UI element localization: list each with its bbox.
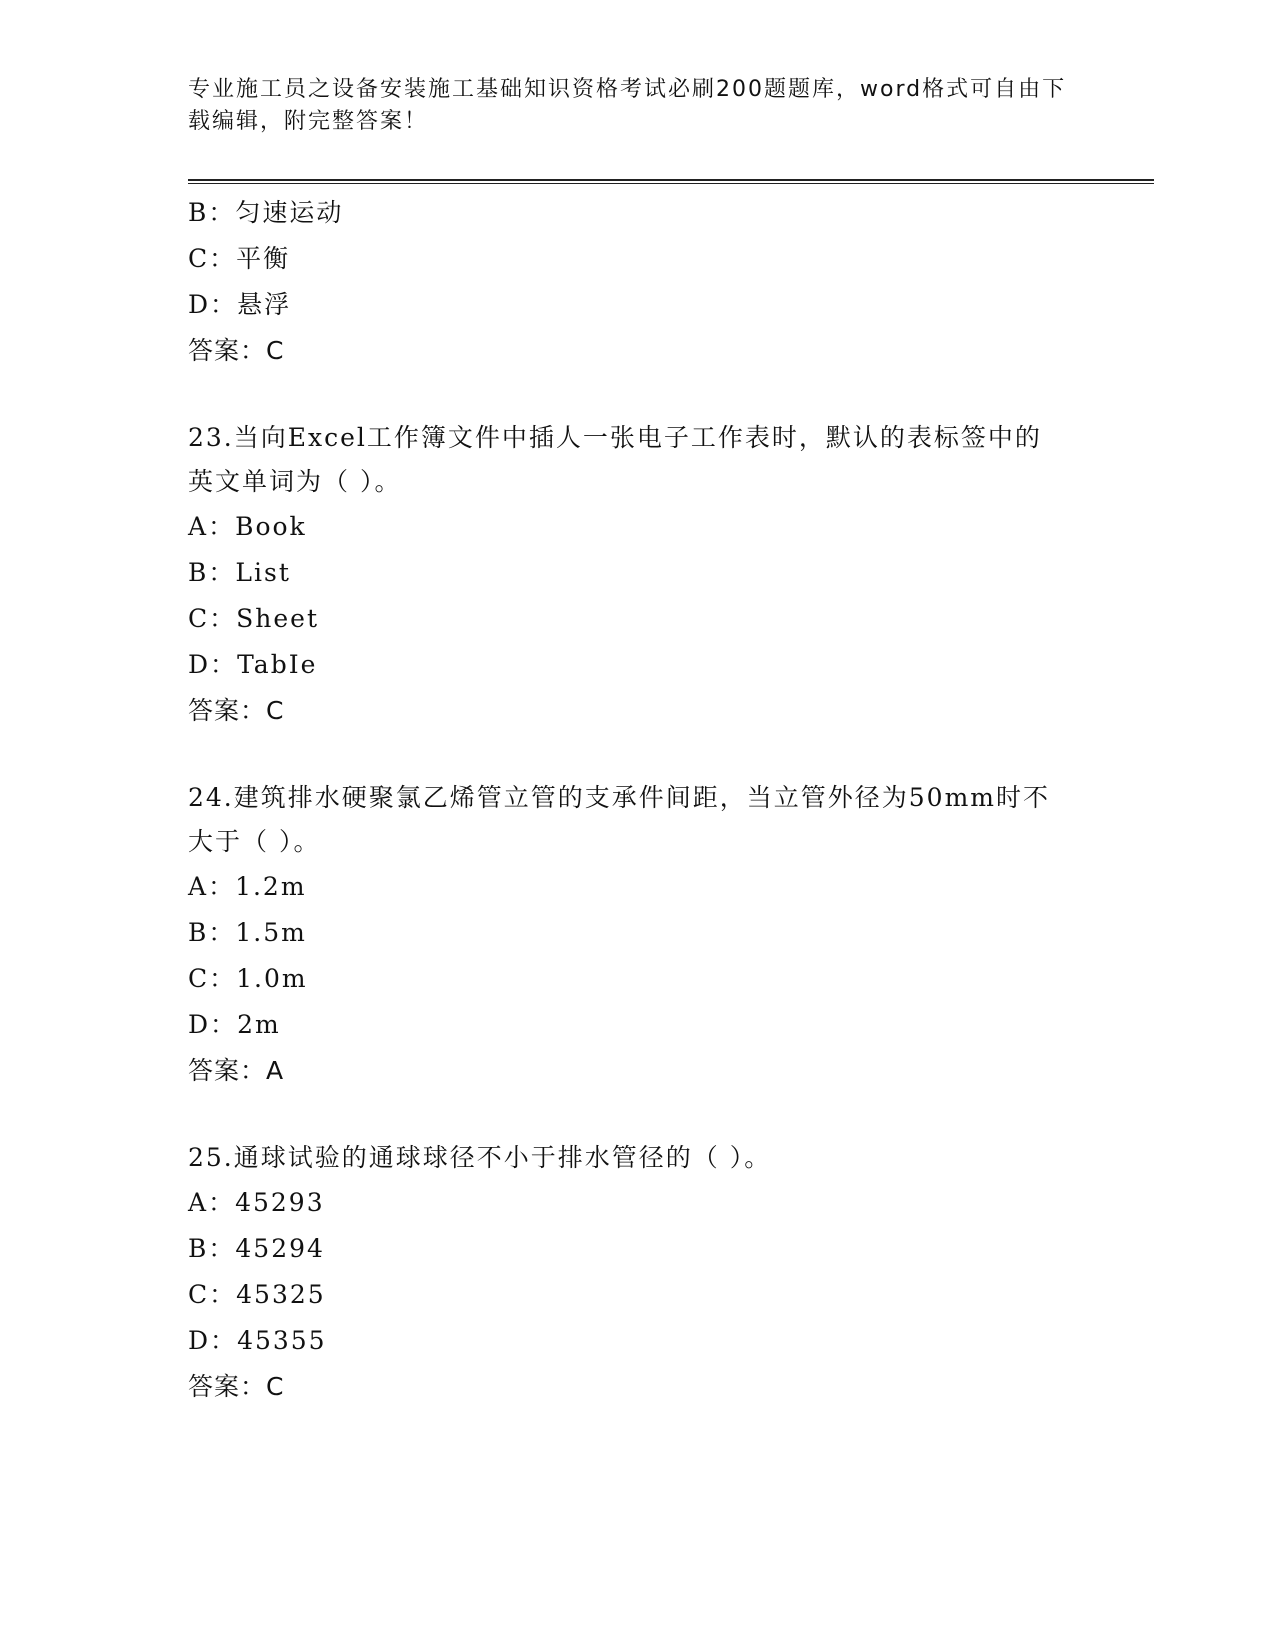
carryover-block <box>188 190 1088 374</box>
question-block <box>188 416 1088 734</box>
answer-line: 答案：A <box>188 1056 285 1085</box>
option-line: B：匀速运动 <box>188 198 344 227</box>
question-stem: 25.通球试验的通球球径不小于排水管径的（ ）。 <box>188 1143 772 1172</box>
option-line: D：悬浮 <box>188 290 292 319</box>
question-block <box>188 1136 1088 1410</box>
option-line: C：平衡 <box>188 244 291 273</box>
option-line: A：Book <box>188 512 307 541</box>
option-line: D：TabIe <box>188 650 318 679</box>
answer-line: 答案：C <box>188 1372 285 1401</box>
option-line: D：45355 <box>188 1326 327 1355</box>
option-line: B：List <box>188 558 291 587</box>
question-block <box>188 776 1088 1094</box>
header-rule-thin <box>188 183 1154 184</box>
option-line: A：45293 <box>188 1188 325 1217</box>
option-line: B：45294 <box>188 1234 325 1263</box>
document-header: 专业施工员之设备安装施工基础知识资格考试必刷200题题库，word格式可自由下载编辑，附完整答案！ <box>188 77 1067 134</box>
answer-line: 答案：C <box>188 336 285 365</box>
option-line: C：45325 <box>188 1280 326 1309</box>
question-stem: 23.当向Excel工作簿文件中插人一张电子工作表时，默认的表标签中的英文单词为（ ）。 <box>188 423 1042 496</box>
option-line: C：Sheet <box>188 604 320 633</box>
header-rule-thick <box>188 179 1154 181</box>
question-list <box>188 190 1088 1410</box>
question-stem: 24.建筑排水硬聚氯乙烯管立管的支承件间距，当立管外径为50mm时不大于（ ）。 <box>188 783 1050 856</box>
answer-line: 答案：C <box>188 696 285 725</box>
option-line: B：1.5m <box>188 918 307 947</box>
option-line: C：1.0m <box>188 964 308 993</box>
option-line: D：2m <box>188 1010 281 1039</box>
option-line: A：1.2m <box>188 872 307 901</box>
